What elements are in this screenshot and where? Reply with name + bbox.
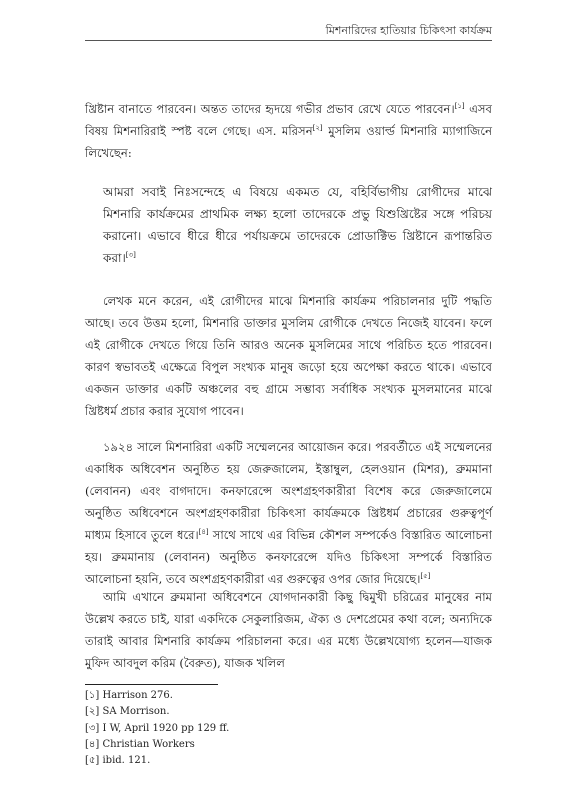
paragraph-4	[85, 436, 492, 590]
paragraph-3	[85, 290, 492, 422]
paragraph-1-text-b: এসব বিষয় মিশনারিরাই স্পষ্ট বলে গেছে। এস. মরিসন	[85, 102, 493, 138]
footnotes	[85, 688, 492, 769]
block-quote-text: আমরা সবাই নিঃসন্দেহে এ বিষয়ে একমত যে, বহির্বিভাগীয় রোগীদের মাঝে মিশনারি কার্যক্রমের প্রাথমিক লক্ষ্য হলো তাদেরকে প্রভু যিশুখ্রিষ্টের সঙ্গে পরিচয় করানো। এভাবে ধীরে ধীরে পর্যায়ক্রমে তাদেরকে প্রোডাক্টিভ খ্রিষ্টানে রূপান্তরিত করা।	[103, 185, 492, 265]
header-rule	[85, 40, 492, 41]
footnote-5: [৫] ibid. 121.	[85, 755, 151, 767]
running-head: মিশনারিদের হাতিয়ার চিকিৎসা কার্যক্রম	[325, 24, 492, 37]
paragraph-3-text: লেখক মনে করেন, এই রোগীদের মাঝে মিশনারি কার্যক্রম পরিচালনার দুটি পদ্ধতি আছে। তবে উত্তম হলো, মিশনারি ডাক্তার মুসলিম রোগীকে দেখতে নিজেই যাবেন। ফলে এই রোগীকে দেখতে গিয়ে তিনি আরও অনেক মুসলিমের সাথে পরিচিত হতে পারবেন। কারণ স্বভাবতই এক্ষেত্রে বিপুল সংখ্যক মানুষ জড়ো হয়ে অপেক্ষা করতে থাকে। এভাবে একজন ডাক্তার একটি অঞ্চলের বহু গ্রামে সম্ভাব্য সর্বাধিক সংখ্যক মুসলমানের মাঝে খ্রিষ্টধর্ম প্রচার করার সুযোগ পাবেন।	[85, 294, 492, 418]
footnote-2: [২] SA Morrison.	[85, 706, 170, 718]
footnote-ref-2[interactable]: [২]	[312, 124, 323, 133]
footnote-ref-4[interactable]: [৪]	[198, 528, 209, 537]
footnote-ref-1[interactable]: [১]	[454, 102, 465, 111]
footnote-ref-3[interactable]: [৩]	[125, 251, 136, 259]
footnote-ref-5[interactable]: [৫]	[420, 572, 431, 581]
footnote-3: [৩] I W, April 1920 pp 129 ff.	[85, 722, 230, 734]
footnote-rule	[85, 684, 218, 685]
paragraph-5-text: আমি এখানে ব্রুমমানা অধিবেশনে যোগদানকারী কিছু দ্বিমুখী চরিত্রের মানুষের নাম উল্লেখ করতে চাই, যারা একদিকে সেকুলারিজম, ঐক্য ও দেশপ্রেমের কথা বলে; অন্যদিকে তারাই আবার মিশনারি কার্যক্রম পরিচালনা করে। এর মধ্যে উল্লেখযোগ্য হলেন—যাজক মুফিদ আবদুল করিম (বৈরুত), যাজক খলিল	[85, 590, 492, 670]
paragraph-4-text-a: ১৯২৪ সালে মিশনারিরা একটি সম্মেলনের আয়োজন করে। পরবর্তীতে এই সম্মেলনের একাধিক অধিবেশন অনুষ্ঠিত হয় জেরুজালেম, ইস্তাম্বুল, হেলওয়ান (মিশর), ব্রুমমানা (লেবানন) এবং বাগদাদে। কনফারেন্সে অংশগ্রহণকারীরা বিশেষ করে জেরুজালেমে অনুষ্ঠিত অধিবেশনে অংশগ্রহণকারীরা চিকিৎসা কার্যক্রমকে খ্রিষ্টধর্ম প্রচারের গুরুত্বপূর্ণ মাধ্যম হিসাবে তুলে ধরে।	[85, 440, 492, 542]
block-quote	[85, 181, 492, 269]
footnote-4: [৪] Christian Workers	[85, 738, 195, 750]
paragraph-1-text-a: খ্রিষ্টান বানাতে পারবেন। অন্তত তাদের হৃদয়ে গভীর প্রভাব রেখে যেতে পারবেন।	[85, 102, 455, 116]
footnote-1: [১] Harrison 276.	[85, 690, 173, 701]
paragraph-4-text-b: সাথে সাথে এর বিভিন্ন কৌশল সম্পর্কেও বিস্তারিত আলোচনা হয়। ব্রুমমানায় (লেবানন) অনুষ্ঠিত কনফারেন্সে যদিও চিকিৎসা সম্পর্কে বিস্তারিত আলোচনা হয়নি, তবে অংশগ্রহণকারীরা এর গুরুত্বের ওপর জোর দিয়েছে।	[85, 528, 492, 586]
paragraph-1	[85, 98, 492, 164]
paragraph-1-text-c: মুসলিম ওয়ার্ল্ড মিশনারি ম্যাগাজিনে লিখেছেন:	[85, 124, 493, 160]
paragraph-5	[85, 586, 492, 674]
